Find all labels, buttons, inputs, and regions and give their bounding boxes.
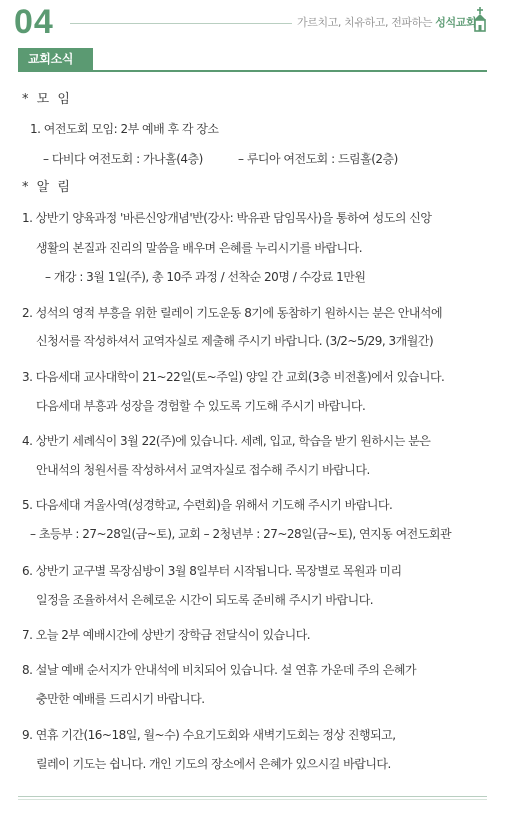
notice-4-line-1: 4. 상반기 세례식이 3월 22(주)에 있습니다. 세례, 입교, 학습을 받기 원하시는 분은: [22, 434, 431, 448]
notice-5-line-2: – 초등부 : 27~28일(금~토), 교회 – 2청년부 : 27~28일(금~토), 연지동 여전도회관: [30, 527, 452, 541]
notice-6-line-2: 일정을 조율하셔서 은혜로운 시간이 되도록 준비해 주시기 바랍니다.: [36, 593, 374, 607]
notice-8-line-1: 8. 설날 예배 순서지가 안내석에 비치되어 있습니다. 설 연휴 가운데 주의 은혜가: [22, 663, 417, 677]
notice-8-line-2: 충만한 예배를 드리시기 바랍니다.: [36, 692, 205, 706]
notice-2-line-2: 신청서를 작성하셔서 교역자실로 제출해 주시기 바랍니다. (3/2~5/29, 3개월간): [36, 334, 434, 348]
notice-3-line-1: 3. 다음세대 교사대학이 21~22일(토~주일) 양일 간 교회(3층 비전홀)에서 있습니다.: [22, 370, 445, 384]
gathering-subitem-dabida: – 다비다 여전도회 : 가나홀(4층): [43, 152, 203, 166]
header-rule: [70, 23, 292, 24]
notice-6-line-1: 6. 상반기 교구별 목장심방이 3월 8일부터 시작됩니다. 목장별로 목원과 미리: [22, 564, 402, 578]
notice-4-line-2: 안내석의 청원서를 작성하셔서 교역자실로 접수해 주시기 바랍니다.: [36, 463, 370, 477]
gathering-heading: * 모 임: [22, 92, 72, 107]
gathering-subitem-rudia: – 루디아 여전도회 : 드림홀(2층): [238, 152, 398, 166]
section-title: 교회소식: [18, 48, 93, 70]
page-number: 04: [14, 3, 54, 41]
section-rule: [18, 70, 487, 72]
notice-1-line-3: – 개강 : 3월 1일(주), 총 10주 과정 / 선착순 20명 / 수강료 1만원: [45, 270, 366, 284]
notice-2-line-1: 2. 성석의 영적 부흥을 위한 릴레이 기도운동 8기에 동참하기 원하시는 분은 안내석에: [22, 306, 443, 320]
tagline: [297, 14, 476, 30]
notice-1-line-2: 생활의 본질과 진리의 말씀을 배우며 은혜를 누리시기를 바랍니다.: [36, 241, 363, 255]
notice-7-line-1: 7. 오늘 2부 예배시간에 상반기 장학금 전달식이 있습니다.: [22, 628, 311, 642]
notice-9-line-1: 9. 연휴 기간(16~18일, 월~수) 수요기도회와 새벽기도회는 정상 진행되고,: [22, 728, 396, 742]
notice-5-line-1: 5. 다음세대 겨울사역(성경학교, 수련회)을 위해서 기도해 주시기 바랍니다.: [22, 498, 393, 512]
church-icon: [470, 6, 490, 32]
tagline-text: 가르치고, 치유하고, 전파하는: [297, 16, 433, 29]
notice-3-line-2: 다음세대 부흥과 성장을 경험할 수 있도록 기도해 주시기 바랍니다.: [36, 399, 366, 413]
notice-9-line-2: 릴레이 기도는 쉽니다. 개인 기도의 장소에서 은혜가 있으시길 바랍니다.: [36, 757, 391, 771]
notices-heading: * 알 림: [22, 180, 72, 195]
bottom-rule-secondary: [18, 799, 487, 800]
church-name: 성석교회: [435, 16, 477, 29]
notice-1-line-1: 1. 상반기 양육과정 '바른신앙개념'반(강사: 박유관 담임목사)을 통하여 성도의 신앙: [22, 211, 432, 225]
bottom-rule: [18, 796, 487, 797]
gathering-item: 1. 여전도회 모임: 2부 예배 후 각 장소: [30, 122, 219, 136]
